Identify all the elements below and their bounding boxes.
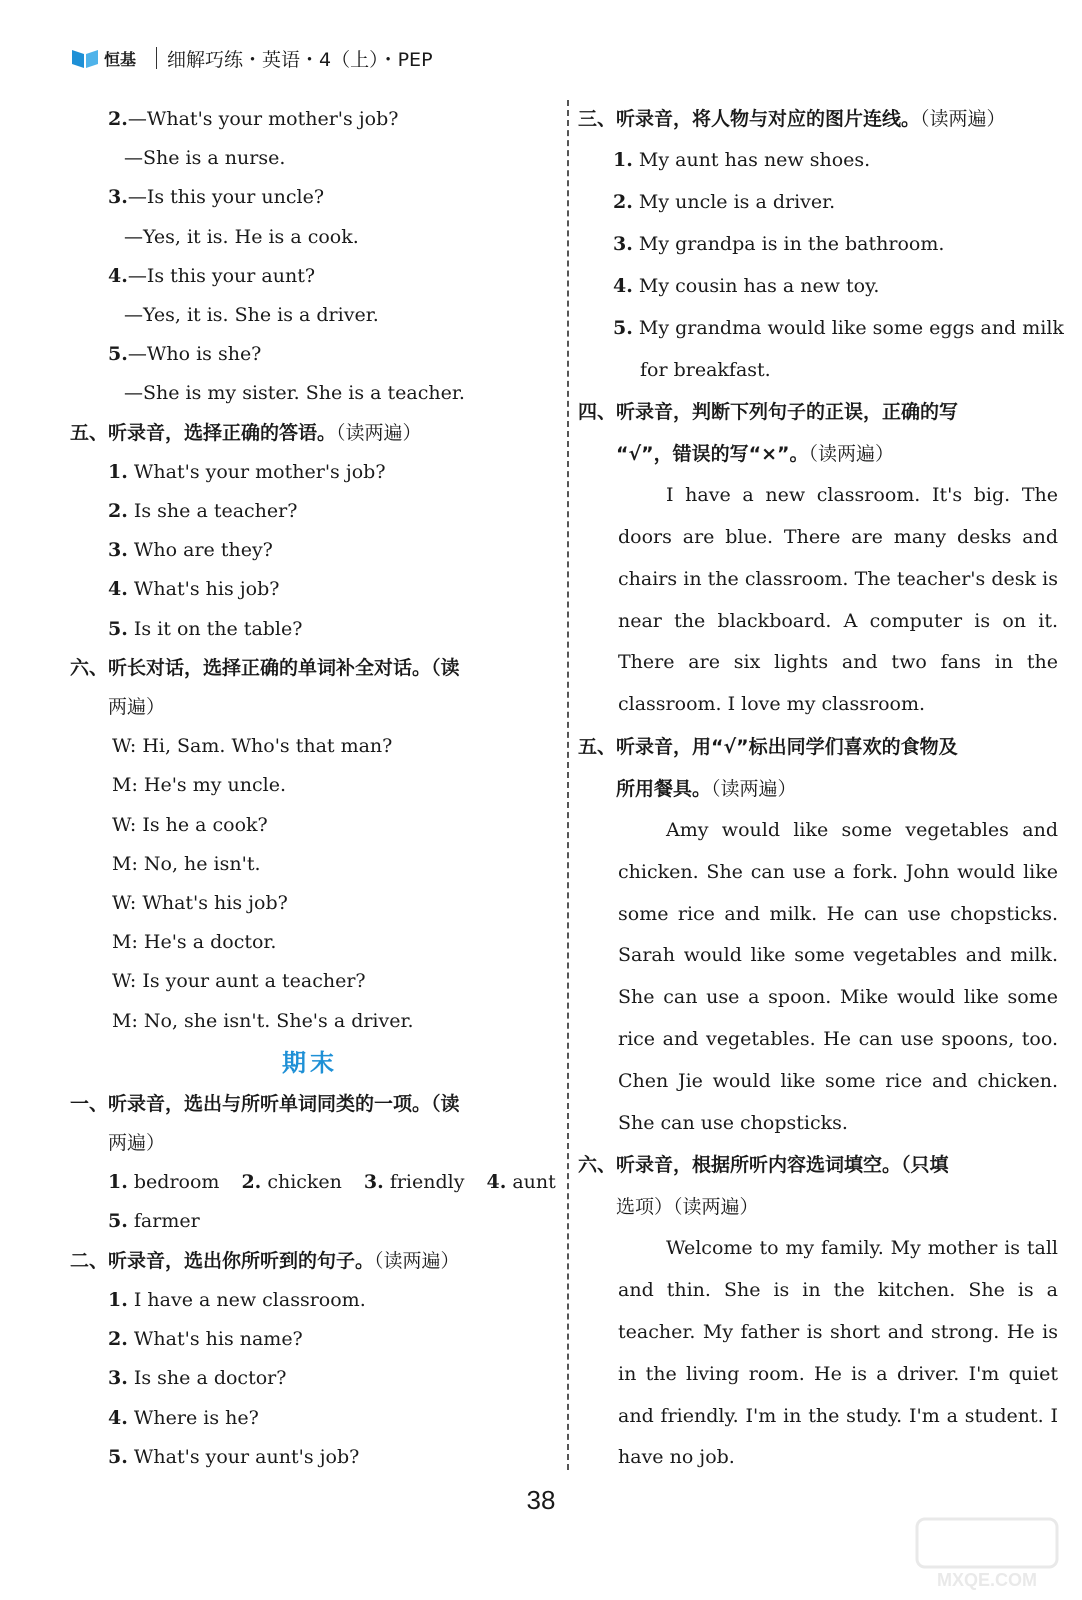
- term-heading: 期末: [282, 1048, 338, 1077]
- item-text: Is she a teacher?: [133, 500, 298, 523]
- dialog-line: M: He's my uncle.: [112, 774, 286, 797]
- watermark-logo: [912, 1514, 1062, 1594]
- item-number: 3.: [363, 1171, 384, 1194]
- item-text: Is she a doctor?: [133, 1367, 287, 1390]
- dialog-answer: —Yes, it is. She is a driver.: [124, 304, 379, 327]
- final-section-1-title: 一、听录音，选出与所听单词同类的一项。（读: [70, 1092, 460, 1115]
- item-number: 2.: [241, 1171, 262, 1194]
- section-5-list: [70, 453, 550, 649]
- word-item: [364, 1163, 465, 1202]
- logo-text: 恒基: [104, 49, 137, 69]
- final-section-1-title-cont: 两遍）: [108, 1132, 166, 1155]
- dialog-line: M: No, he isn't.: [112, 852, 261, 875]
- final-section-3-title: 三、听录音，将人物与对应的图片连线。（读两遍）: [578, 108, 1006, 130]
- item-text: What's his name?: [133, 1328, 303, 1351]
- final-section-5-title-cont: 所用餐具。（读两遍）: [616, 777, 797, 800]
- svg-text:MXQE.COM: MXQE.COM: [936, 1570, 1038, 1590]
- item-number: 1.: [613, 149, 633, 172]
- final-section-5-passage: Amy would like some vegetables and chicken. She can use a fork. John would like some rice and milk. He can use chopsticks. Sarah would like some vegetables and milk. She can use a spoon. Mike would like some rice and vegetables. He can use spoons, too. Chen Jie would like some rice and chicken. She can use chopsticks.: [618, 818, 1058, 1134]
- section-5-title: 五、听录音，选择正确的答语。（读两遍）: [70, 421, 422, 444]
- list-item: [578, 265, 1058, 307]
- dialog-question: [70, 100, 550, 139]
- item-text: What's your mother's job?: [133, 460, 386, 483]
- section-6-dialog: [70, 727, 550, 1041]
- item-number: 1.: [108, 460, 128, 483]
- item-text: What's your aunt's job?: [133, 1445, 360, 1468]
- list-item: [70, 570, 550, 609]
- item-text: I have a new classroom.: [133, 1288, 366, 1311]
- list-item: [70, 531, 550, 570]
- dialog-line: W: Hi, Sam. Who's that man?: [112, 735, 393, 758]
- page-header: [70, 38, 433, 78]
- book-icon: [70, 46, 100, 70]
- word-item: [486, 1163, 555, 1202]
- word-text: chicken: [267, 1171, 342, 1194]
- dialog-line: M: He's a doctor.: [112, 931, 277, 954]
- final-section-4-passage: I have a new classroom. It's big. The doors are blue. There are many desks and chairs in the classroom. The teacher's desk is near the blackboard. A computer is on it. There are six lights and two fans in the classroom. I love my classroom.: [618, 484, 1058, 716]
- final-section-6-title: 六、听录音，根据所听内容选词填空。（只填: [578, 1154, 949, 1177]
- item-text: My cousin has a new toy.: [638, 275, 880, 298]
- item-number: 4.: [108, 578, 128, 601]
- final-section-4-title-cont: “√”，错误的写“×”。（读两遍）: [616, 443, 895, 466]
- brand-logo: [70, 46, 136, 70]
- section-6-title: 六、听长对话，选择正确的单词补全对话。（读: [70, 656, 460, 679]
- item-text: My grandpa is in the bathroom.: [638, 233, 945, 256]
- word-text: friendly: [389, 1171, 465, 1194]
- final-section-2-list: [70, 1281, 550, 1477]
- final-section-3-list: [578, 139, 1064, 349]
- item-number: 3.: [108, 539, 128, 562]
- item-number: 4.: [486, 1171, 507, 1194]
- dialog-line: W: Is your aunt a teacher?: [112, 970, 366, 993]
- list-item: [70, 492, 550, 531]
- item-text: My uncle is a driver.: [638, 191, 836, 214]
- final-section-1-words: [70, 1163, 556, 1202]
- dialog-question: [70, 178, 550, 217]
- item-number: 2.: [108, 500, 128, 523]
- item-text: Where is he?: [133, 1406, 259, 1429]
- item-number: 1.: [108, 1171, 128, 1194]
- dialog-question: [70, 257, 550, 296]
- final-section-6-title-cont: 选项）（读两遍）: [616, 1196, 759, 1219]
- item-number: 3.: [108, 1367, 128, 1390]
- dialog-answer: —Yes, it is. He is a cook.: [124, 225, 359, 248]
- item-number: 2.: [613, 191, 633, 214]
- item-number: 5.: [108, 617, 128, 640]
- dialog-answer-list: [70, 100, 550, 414]
- item-number: 2.: [108, 1328, 128, 1351]
- left-column: [70, 100, 556, 1477]
- list-item: [578, 139, 1058, 181]
- question-text: —What's your mother's job?: [127, 108, 399, 130]
- list-item: [578, 223, 1058, 265]
- word-item: [241, 1163, 341, 1202]
- list-item: [70, 1320, 550, 1359]
- list-item: [70, 610, 550, 649]
- item-text: Is it on the table?: [133, 617, 303, 640]
- item-text: What's his job?: [133, 578, 280, 601]
- word-text: bedroom: [133, 1171, 220, 1194]
- list-item: [70, 453, 550, 492]
- dialog-line: W: What's his job?: [112, 892, 288, 915]
- item-number: 4.: [108, 264, 128, 287]
- word-item: 5. farmer: [108, 1210, 200, 1233]
- final-section-6-passage: Welcome to my family. My mother is tall and thin. She is in the kitchen. She is a teacher. My father is short and strong. He is in the living room. He is a driver. I'm quiet and friendly. I'm in the study. I'm a student. I have no job.: [618, 1237, 1058, 1469]
- question-text: —Who is she?: [127, 343, 262, 366]
- item-number: 1.: [108, 1288, 128, 1311]
- item-number: 5.: [108, 343, 128, 366]
- sentence-continuation: for breakfast.: [640, 359, 771, 382]
- section-6-title-cont: 两遍）: [108, 696, 166, 719]
- dialog-line: W: Is he a cook?: [112, 813, 268, 836]
- item-number: 4.: [108, 1406, 128, 1429]
- item-number: 4.: [613, 275, 633, 298]
- page-number: 38: [526, 1485, 556, 1515]
- right-column: [578, 100, 1064, 1479]
- final-section-5-title: 五、听录音，用“√”标出同学们喜欢的食物及: [578, 735, 958, 758]
- list-item: [578, 181, 1058, 223]
- book-title: 细解巧练・英语・4（上）・PEP: [167, 48, 433, 71]
- column-divider: [567, 100, 569, 1470]
- final-section-4-title: 四、听录音，判断下列句子的正误，正确的写: [578, 401, 959, 424]
- dialog-answer: —She is a nurse.: [124, 147, 286, 170]
- list-item: [70, 1438, 550, 1477]
- list-item: [578, 307, 1064, 349]
- item-text: My aunt has new shoes.: [638, 149, 871, 172]
- item-number: 5.: [108, 1445, 128, 1468]
- list-item: [70, 1359, 550, 1398]
- item-number: 3.: [613, 233, 633, 256]
- list-item: [70, 1399, 550, 1438]
- word-item: [108, 1163, 219, 1202]
- item-number: 3.: [108, 186, 128, 209]
- item-text: Who are they?: [133, 539, 273, 562]
- dialog-line: M: No, she isn't. She's a driver.: [112, 1009, 414, 1032]
- dialog-question: [70, 335, 550, 374]
- word-text: aunt: [512, 1171, 556, 1194]
- header-separator: [156, 47, 157, 69]
- final-section-2-title: 二、听录音，选出你所听到的句子。（读两遍）: [70, 1249, 460, 1272]
- list-item: [70, 1281, 550, 1320]
- item-number: 2.: [108, 108, 128, 130]
- dialog-answer: —She is my sister. She is a teacher.: [124, 382, 465, 405]
- item-number: 5.: [613, 317, 633, 340]
- item-text: My grandma would like some eggs and milk: [638, 317, 1064, 340]
- question-text: —Is this your uncle?: [127, 186, 325, 209]
- question-text: —Is this your aunt?: [127, 264, 316, 287]
